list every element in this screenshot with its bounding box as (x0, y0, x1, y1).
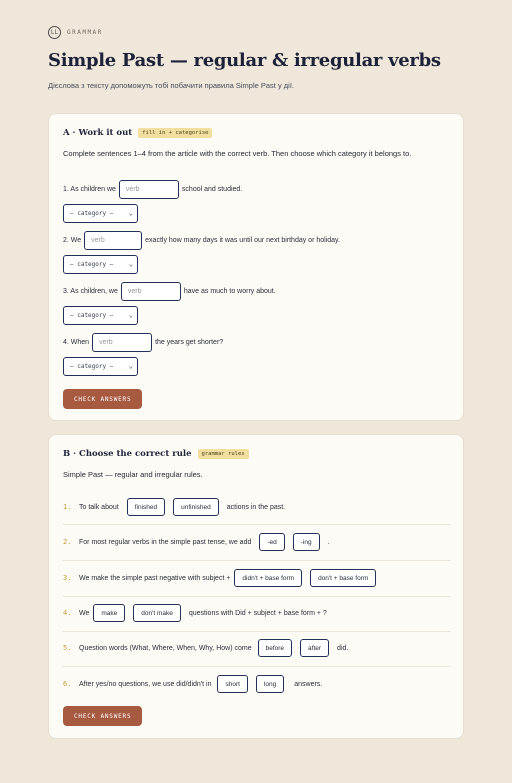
sentence-2-after: exactly how many days it was until our next birthday or holiday. (145, 237, 340, 244)
sentence-1-verb-input[interactable]: verb (119, 180, 179, 199)
brand-name: GRAMMAR (67, 28, 103, 36)
rule-3 (63, 569, 451, 587)
rule-1 (63, 498, 451, 516)
sentence-2 (63, 231, 340, 250)
divider (63, 596, 451, 597)
sentence-1-category-select[interactable] (63, 204, 138, 223)
divider (63, 524, 451, 525)
rule-3-option-2[interactable]: don't + base form (310, 569, 376, 587)
rule-4-text: We (79, 609, 90, 617)
section-b-intro: Simple Past — regular and irregular rules. (63, 470, 203, 479)
divider (63, 666, 451, 667)
rule-6-option-1[interactable]: short (217, 675, 247, 693)
section-a-title: A · Work it out (63, 128, 133, 138)
rule-6-number: 6. (63, 680, 72, 688)
rule-5-option-1[interactable]: before (258, 639, 292, 657)
rule-5-after: did. (337, 644, 349, 652)
section-b-title: B · Choose the correct rule (63, 449, 192, 459)
sentence-4-category-value: — category — (70, 363, 114, 370)
sentence-4-after: the years get shorter? (155, 339, 224, 346)
chevron-down-icon: ⌄ (128, 362, 133, 370)
brand-logo-icon: LL (48, 26, 61, 39)
section-a-card (48, 113, 464, 421)
sentence-2-category-value: — category — (70, 261, 114, 268)
rule-2-text: For most regular verbs in the simple past tense, we add (79, 538, 252, 546)
section-b-check-answers-button[interactable]: CHECK ANSWERS (63, 706, 142, 726)
rule-4-option-2[interactable]: don't make (133, 604, 181, 622)
sentence-1 (63, 180, 242, 199)
rule-3-number: 3. (63, 574, 72, 582)
rule-1-option-2[interactable]: unfinished (173, 498, 219, 516)
rule-4-option-1[interactable]: make (93, 604, 125, 622)
sentence-4-verb-input[interactable]: verb (92, 333, 152, 352)
brand (48, 24, 464, 40)
rule-4-number: 4. (63, 609, 72, 617)
sentence-2-before: 2. We (63, 237, 82, 244)
section-b-tag: grammar rules (198, 449, 249, 459)
sentence-3 (63, 282, 276, 301)
rule-2-option-1[interactable]: -ed (259, 533, 284, 551)
sentence-1-category-value: — category — (70, 210, 114, 217)
sentence-3-category-select[interactable] (63, 306, 138, 325)
rule-4 (63, 604, 451, 622)
rule-2 (63, 533, 451, 551)
chevron-down-icon: ⌄ (128, 260, 133, 268)
rule-5-number: 5. (63, 644, 72, 652)
rule-6-option-2[interactable]: long (256, 675, 284, 693)
page (48, 24, 464, 720)
chevron-down-icon: ⌄ (128, 209, 133, 217)
section-a-tag: fill in + categorise (138, 128, 212, 138)
section-a-check-answers-button[interactable]: CHECK ANSWERS (63, 389, 142, 409)
rule-6 (63, 675, 451, 693)
sentence-1-before: 1. As children we (63, 186, 116, 193)
rule-6-after: answers. (294, 680, 323, 688)
sentence-3-category-value: — category — (70, 312, 114, 319)
rule-1-after: actions in the past. (226, 503, 286, 511)
rule-3-text: We make the simple past negative with subject + (79, 574, 231, 582)
sentence-3-before: 3. As children, we (63, 288, 118, 295)
section-a-instructions: Complete sentences 1–4 from the article with the correct verb. Then choose which category it belongs to. (63, 149, 412, 158)
divider (63, 631, 451, 632)
chevron-down-icon: ⌄ (128, 311, 133, 319)
sentence-4-before: 4. When (63, 339, 90, 346)
rule-1-option-1[interactable]: finished (127, 498, 165, 516)
sentence-2-category-select[interactable] (63, 255, 138, 274)
section-a-header (63, 128, 212, 138)
sentence-1-after: school and studied. (181, 186, 243, 193)
rule-3-option-1[interactable]: didn't + base form (234, 569, 302, 587)
section-b-card (48, 434, 464, 739)
rule-1-text: To talk about (79, 503, 119, 511)
sentence-3-after: have as much to worry about. (183, 288, 276, 295)
rule-2-after: . (327, 538, 330, 546)
sentence-4 (63, 333, 223, 352)
sentence-3-verb-input[interactable]: verb (121, 282, 181, 301)
rule-1-number: 1. (63, 503, 72, 511)
rule-4-after: questions with Did + subject + base form + ? (188, 609, 327, 617)
sentence-2-verb-input[interactable]: verb (84, 231, 142, 250)
rule-5-text: Question words (What, Where, When, Why, How) come (79, 644, 252, 652)
page-subtitle: Дієслова з тексту допоможуть тобі побачити правила Simple Past у дії. (48, 81, 295, 90)
rule-2-option-2[interactable]: -ing (293, 533, 320, 551)
rule-5 (63, 639, 451, 657)
page-title: Simple Past — regular & irregular verbs (48, 50, 441, 71)
divider (63, 560, 451, 561)
sentence-4-category-select[interactable] (63, 357, 138, 376)
section-b-header (63, 449, 249, 459)
rule-5-option-2[interactable]: after (300, 639, 329, 657)
rule-2-number: 2. (63, 538, 72, 546)
rule-6-text: After yes/no questions, we use did/didn't in (79, 680, 212, 688)
